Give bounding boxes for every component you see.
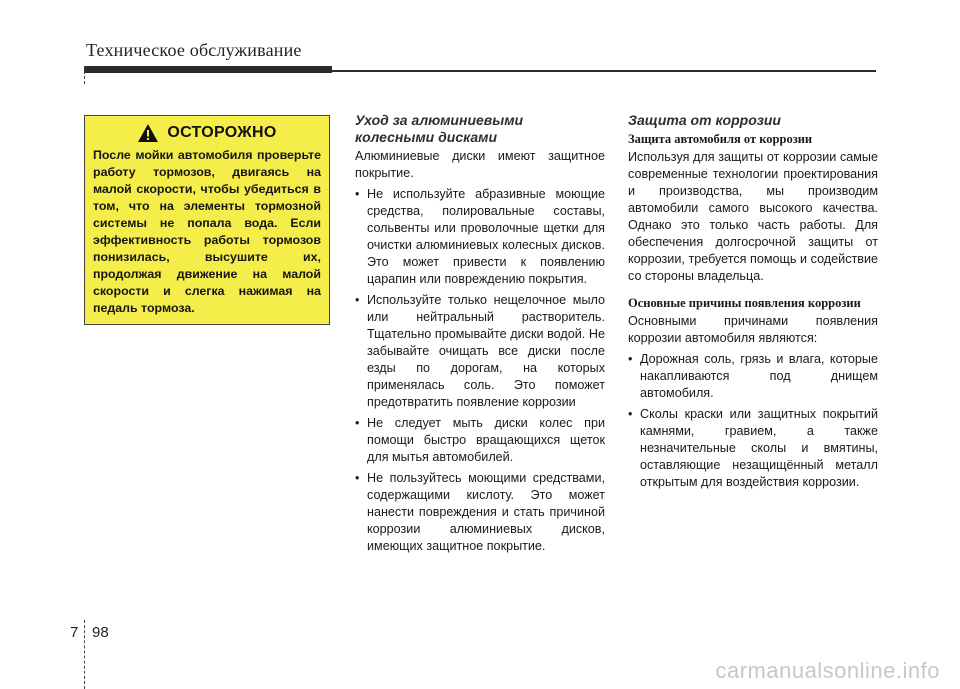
- header-rule-thick: [84, 66, 332, 73]
- warning-text: После мойки автомобиля проверьте работу тормозов, двигаясь на малой скорости, чтобы убедиться в том, что на элементы тормозной системы не попала вода. Если эффективность работы тормозов понизилась, высушите их, продолжая движение на малой скорости и слегка нажимая на педаль тормоза.: [93, 148, 321, 315]
- paragraph: Используя для защиты от коррозии самые современные технологии проектирования и производства, мы производим автомобили самого высокого качества. Однако это только часть работы. Для обеспечения долгосрочной защиты от коррозии, требуется помощь и содействие со стороны владельца.: [628, 150, 878, 283]
- section-title: Уход за алюминиевыми колесными дисками: [355, 112, 524, 145]
- subsection-title: Защита автомобиля от коррозии: [628, 132, 813, 146]
- header-rule-thin: [332, 70, 876, 72]
- bullet-list: [628, 351, 878, 491]
- warning-box: [84, 115, 330, 325]
- list-item: • Не пользуйтесь моющими средствами, содержащими кислоту. Это может нанести повреждения и стать причиной коррозии алюминиевых дисков, имеющих защитное покрытие.: [355, 470, 605, 555]
- list-item: • Не используйте абразивные моющие средства, полировальные составы, сольвенты или проволочные щетки для очистки алюминиевых колесных дисков. Это может привести к появлению царапин или повреждению покрытия.: [355, 186, 605, 288]
- paragraph: Основными причинами появления коррозии автомобиля являются:: [628, 314, 878, 345]
- watermark: carmanualsonline.info: [715, 658, 940, 683]
- list-item: • Не следует мыть диски колес при помощи быстро вращающихся щеток для мытья автомобилей.: [355, 415, 605, 466]
- spacer: [628, 285, 878, 295]
- page-number: 98: [92, 624, 109, 641]
- page-section-title: Техническое обслуживание: [86, 40, 302, 60]
- list-item: • Сколы краски или защитных покрытий камнями, гравием, а также незначительные сколы и вмятины, оставляющие незащищённый металл открытым для воздействия коррозии.: [628, 406, 878, 491]
- subsection-title: Основные причины появления коррозии: [628, 296, 861, 310]
- corrosion-section: [628, 112, 878, 491]
- chapter-number: 7: [70, 624, 79, 641]
- margin-guide-top: [84, 66, 85, 84]
- intro-text: Алюминиевые диски имеют защитное покрытие.: [355, 149, 605, 180]
- section-title: Защита от коррозии: [628, 112, 781, 128]
- warning-header: [93, 122, 321, 144]
- warning-triangle-icon: [137, 123, 159, 143]
- bullet-list: [355, 186, 605, 555]
- list-item: • Дорожная соль, грязь и влага, которые накапливаются под днищем автомобиля.: [628, 351, 878, 402]
- warning-title: ОСТОРОЖНО: [167, 124, 277, 141]
- list-item: • Используйте только нещелочное мыло или нейтральный растворитель. Тщательно промывайте диски водой. Не забывайте очищать все диски после езды по дорогам, на которых применялась соль. Это поможет предотвратить появление коррозии: [355, 292, 605, 411]
- aluminum-wheels-section: [355, 112, 605, 555]
- margin-guide-bottom: [84, 620, 85, 689]
